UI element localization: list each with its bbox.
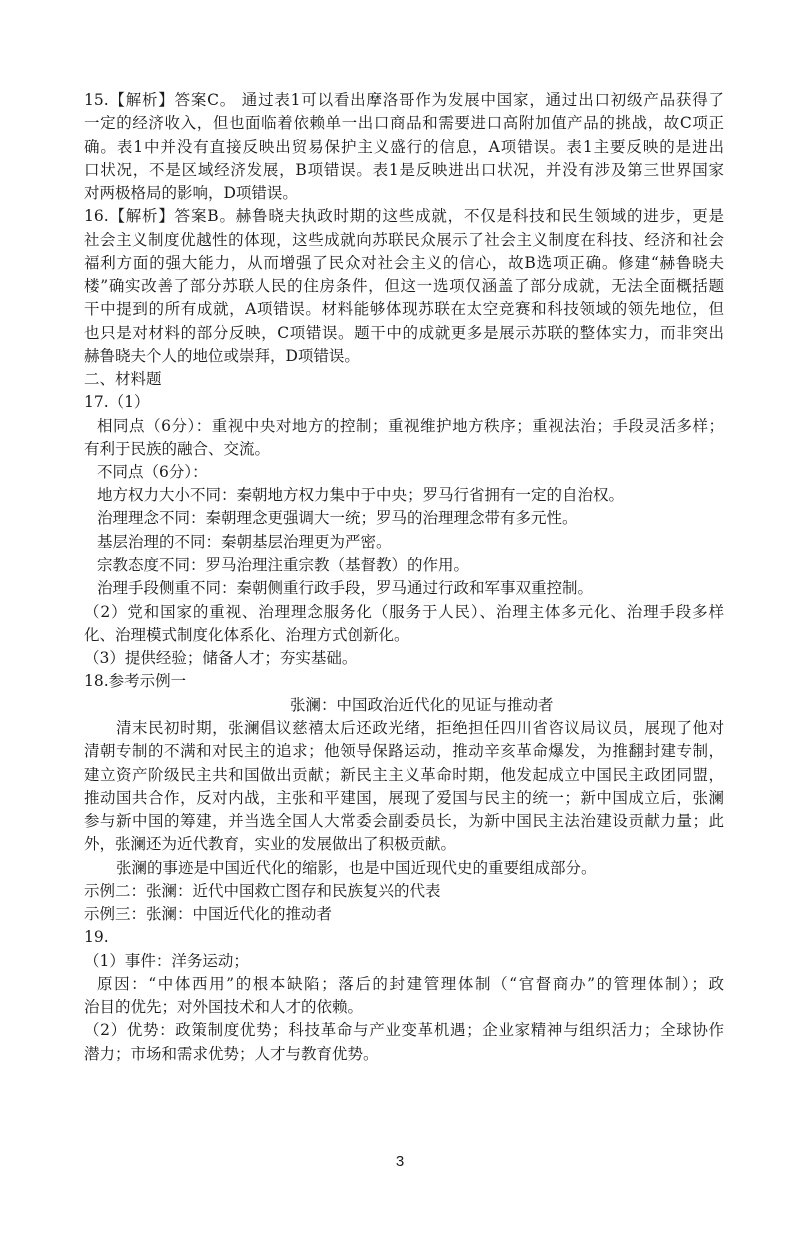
answer-15-line: 口状况，不是区域经济发展，B项错误。表1是反映进出口状况，并没有涉及第三世界国家 (84, 161, 724, 179)
answer-17-line: 有利于民族的融合、交流。 (84, 440, 271, 458)
answer-15-line: 一定的经济收入，但也面临着依赖单一出口商品和需要进口高附加值产品的挑战，故C项正 (84, 114, 724, 132)
answer-17-line: 宗教态度不同：罗马治理注重宗教（基督教）的作用。 (97, 556, 470, 574)
answer-15-line: 对两极格局的影响，D项错误。 (84, 184, 298, 202)
answer-17-line: （2）党和国家的重视、治理理念服务化（服务于人民）、治理主体多元化、治理手段多样 (84, 603, 724, 621)
answer-16-line: 赫鲁晓夫个人的地位或崇拜，D项错误。 (84, 347, 360, 365)
answer-15-line: 15.【解析】答案C。 通过表1可以看出摩洛哥作为发展中国家，通过出口初级产品获得了 (84, 91, 724, 109)
answer-16-line: 福利方面的强大能力，从而增强了民众对社会主义的信心，故B选项正确。修建“赫鲁晓夫 (84, 254, 724, 272)
essay-line: 清末民初时期，张澜倡议慈禧太后还政光绪，拒绝担任四川省咨议局议员，展现了他对 (116, 719, 724, 737)
answer-17-line: 不同点（6分）： (97, 463, 208, 481)
answer-17-line: 化、治理模式制度化体系化、治理方式创新化。 (84, 626, 410, 644)
answer-18-heading: 18.参考示例一 (84, 672, 187, 690)
answer-17-line: 治理理念不同：秦朝理念更强调大一统；罗马的治理理念带有多元性。 (97, 509, 578, 527)
answer-17-line: 基层治理的不同：秦朝基层治理更为严密。 (97, 533, 392, 551)
example-2: 示例二：张澜：近代中国救亡图存和民族复兴的代表 (84, 882, 441, 900)
page-number: 3 (395, 1153, 405, 1170)
essay-line: 张澜的事迹是中国近代化的缩影，也是中国近现代史的重要组成部分。 (116, 859, 597, 877)
essay-title: 张澜：中国政治近代化的见证与推动者 (290, 696, 554, 714)
answer-16-line: 16.【解析】答案B。赫鲁晓夫执政时期的这些成就，不仅是科技和民生领域的进步，更是 (84, 207, 724, 225)
essay-line: 参与新中国的筹建，并当选全国人大常委会副委员长，为新中国民主法治建设贡献力量；此 (84, 812, 724, 830)
answer-17-line: 相同点（6分）：重视中央对地方的控制；重视维护地方秩序；重视法治；手段灵活多样； (97, 417, 724, 435)
answer-17-line: 治理手段侧重不同：秦朝侧重行政手段，罗马通过行政和军事双重控制。 (97, 579, 594, 597)
answer-17-line: 地方权力大小不同：秦朝地方权力集中于中央；罗马行省拥有一定的自治权。 (97, 486, 625, 504)
essay-line: 建立资产阶级民主共和国做出贡献；新民主主义革命时期，他发起成立中国民主政团同盟， (84, 766, 724, 784)
answer-15-line: 确。表1中并没有直接反映出贸易保护主义盛行的信息，A项错误。表1主要反映的是进出 (84, 138, 724, 156)
answer-16-line: 也只是对材料的部分反映，C项错误。题干中的成就更多是展示苏联的整体实力，而非突出 (84, 324, 724, 342)
answer-19-line: （2）优势：政策制度优势；科技革命与产业变革机遇；企业家精神与组织活力；全球协作 (84, 1021, 724, 1039)
answer-19-line: 治目的优先；对外国技术和人才的依赖。 (84, 998, 364, 1016)
answer-16-line: 干中提到的所有成就，A项错误。材料能够体现苏联在太空竞赛和科技领域的领先地位，但 (84, 300, 724, 318)
answer-16-line: 楼”确实改善了部分苏联人民的住房条件，但这一选项仅涵盖了部分成就，无法全面概括题 (84, 277, 724, 295)
answer-19-line: 原因：“中体西用”的根本缺陷；落后的封建管理体制（“官督商办”的管理体制）；政 (97, 975, 724, 993)
answer-19-line: 潜力；市场和需求优势；人才与教育优势。 (84, 1045, 379, 1063)
answer-19-line: （1）事件：洋务运动； (84, 952, 249, 970)
essay-line: 外，张澜还为近代教育，实业的发展做出了积极贡献。 (84, 835, 457, 853)
answer-17-heading: 17.（1） (84, 393, 150, 411)
answer-16-line: 社会主义制度优越性的体现，这些成就向苏联民众展示了社会主义制度在科技、经济和社会 (84, 231, 724, 249)
answer-17-line: （3）提供经验；储备人才；夯实基础。 (84, 649, 358, 667)
section-heading: 二、材料题 (84, 370, 162, 388)
essay-line: 清朝专制的不满和对民主的追求；他领导保路运动，推动辛亥革命爆发，为推翻封建专制， (84, 742, 724, 760)
answer-19-heading: 19. (84, 928, 109, 946)
essay-line: 推动国共合作，反对内战，主张和平建国，展现了爱国与民主的统一；新中国成立后，张澜 (84, 789, 724, 807)
example-3: 示例三：张澜：中国近代化的推动者 (84, 905, 333, 923)
